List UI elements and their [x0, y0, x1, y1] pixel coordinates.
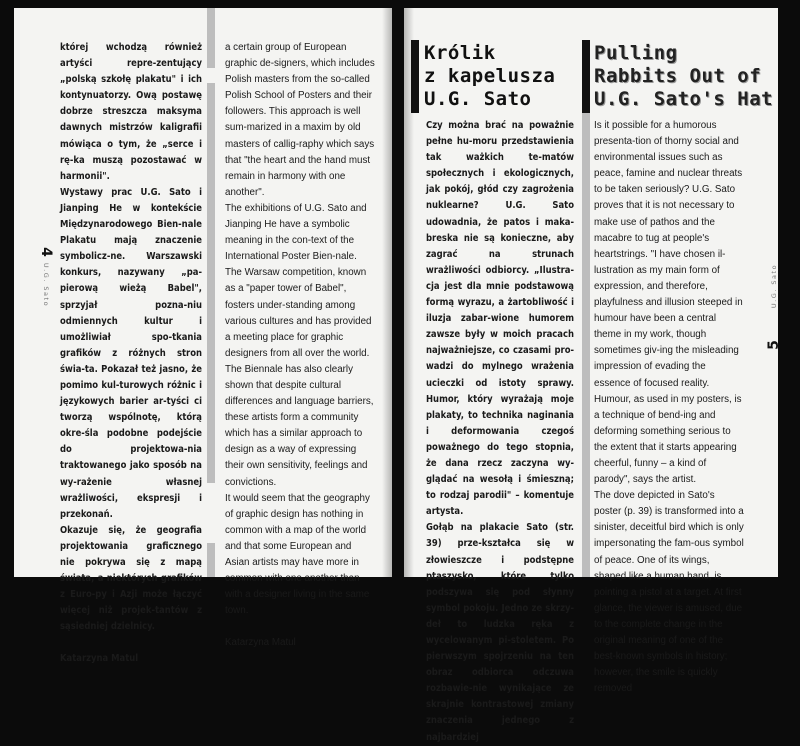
english-text-column: [594, 118, 744, 697]
author-signature: Katarzyna Matul: [225, 637, 296, 649]
author-signature: Katarzyna Matul: [60, 653, 139, 665]
polish-text-column: [426, 118, 574, 746]
paragraph: której wchodzą również artyści repre-zentujący „polską szkołę plakatu" i ich kontynuatorzy. Ową postawę dobrze streszcza maksyma dawnych mistrzów kaligrafii mówiąca o tym, że „serce i rę-ka muszą pozostawać w harmonii".: [60, 42, 202, 182]
title-bar-english: [582, 40, 590, 113]
article-title-english: Pulling Rabbits Out of U.G. Sato's Hat: [594, 42, 774, 110]
paragraph: Is it possible for a humorous presenta-tion of thorny social and environmental issues such as peace, famine and nuclear threats to be taken seriously? U.G. Sato proves that it is not necessary to make use of pathos and the macabre to tug at people's heartstrings. "I have chosen il-lustration as my main form of expression, and therefore, playfulness and illusion steeped in humour have been a central theme in my work, though sometimes giv-ing the misleading impression of evading the essence of focused reality. Humour, as used in my posters, is a technique of bend-ing and deforming something serious to the extent that it starts appearing cheerful, funny – a kind of parody", says the artist.: [594, 120, 743, 486]
paragraph: It would seem that the geography of graphic design has nothing in common with a map of the world and that some European and Asian artists may have more in common with one another than with a designer living in the same town.: [225, 492, 370, 617]
page-number: 5: [766, 340, 783, 350]
left-page: [14, 8, 392, 665]
decorative-bar: [207, 543, 215, 577]
page-running-label: U.G. Sato: [770, 263, 779, 309]
paragraph: Wystawy prac U.G. Sato i Jianping He w kontekście Międzynarodowego Bien-nale Plakatu mają znaczenie symbolicz-ne. Warszawski konkurs, nazywany „pa-pierową wieżą Babel", sprzyjał pozna-niu odmiennych kultur i umożliwiał spo-tkania grafików z różnych stron świa-ta. Pokazał też jasno, że pomimo kul-turowych różnic i językowych barier ar-tyści ci tworzą wspólnotę, którą okre-śla podobne podejście do projektowa-nia traktowanego jako sposób na wy-rażenie własnej wrażliwości, ekspresji i przekonań.: [60, 186, 202, 520]
polish-text-column: [60, 40, 202, 668]
decorative-bar: [207, 8, 215, 68]
paragraph: Gołąb na plakacie Sato (str. 39) prze-kształca się w złowieszcze i podstępne ptaszysko, które tylko podszywa się pod słynny symbol pokoju. Jedno ze skrzy-deł to ludzka ręka z wycelowanym pi-stoletem. Po pierwszym spojrzeniu na ten obraz odbiorca odczuwa rozbawie-nie wynikające ze skrajnie kontrastowej zmiany znaczenia jednego z najbardziej: [426, 522, 574, 743]
paragraph: Czy można brać na poważnie pełne hu-moru przedstawienia tak ważkich te-matów społecznych i ekologicznych, jak pokój, głód czy zagrożenia nuklearne? U.G. Sato udowadnia, że patos i maka-breska nie są konieczne, aby zagrać na strunach wrażliwości odbiorcy. „Ilustra-cja jest dla mnie podstawową formą wyrazu, a żartobliwość i iluzja zabar-wione humorem zawsze były w moich pracach najważniejsze, co czasami pro-wadzi do mylnego wrażenia ucieczki od istoty sprawy. Humor, który wyrażają moje plakaty, to technika naginania i deformowania czegoś poważnego do tego stopnia, że dana rzecz zaczyna wy-glądać na wesołą i śmieszną; to rodzaj parodii" – komentuje artysta.: [426, 120, 574, 518]
page-number: 4: [38, 247, 55, 257]
paragraph: a certain group of European graphic de-signers, which includes Polish masters from the so-called Polish School of Posters and their followers. This approach is well sum-marized in a maxim by old masters of callig-raphy which says that "the heart and the hand must remain in harmony with one another".: [225, 42, 375, 198]
gutter-shadow: [404, 8, 414, 577]
english-text-column: [225, 40, 375, 651]
paragraph: The exhibitions of U.G. Sato and Jianping He have a symbolic meaning in the con-text of the International Poster Bien-nale. The Warsaw competition, known as a "paper tower of Babel", fosters under-standing among various cultures and has provided a meeting place for graphic designers from all over the world. The Biennale has also clearly shown that despite cultural differences and language barriers, these artists form a community which has a similar approach to design as a way of expressing their own sensitivity, feelings and convictions.: [225, 202, 374, 488]
paragraph: Okazuje się, że geografia projektowania graficznego nie pokrywa się z mapą świata, a niektórych grafików z Euro-py i Azji może łączyć więcej niż projek-tantów z sąsiedniej dzielnicy.: [60, 524, 202, 633]
right-page: [404, 8, 783, 743]
gutter-shadow: [382, 8, 392, 577]
decorative-bar: [207, 83, 215, 483]
paragraph: The dove depicted in Sato's poster (p. 39) is transformed into a sinister, deceitful bird which is only impersonating the fam-ous symbol of peace. One of its wings, shaped like a human hand, is pointing a pistol at a target. At first glance, the viewer is amused, due to the complete change in the original meaning of one of the best-known symbols in history; however, the smile is quickly removed: [594, 490, 744, 695]
article-title-polish: Królik z kapelusza U.G. Sato: [424, 42, 556, 110]
page-running-label: U.G. Sato: [42, 262, 51, 308]
decorative-bar: [582, 113, 590, 577]
